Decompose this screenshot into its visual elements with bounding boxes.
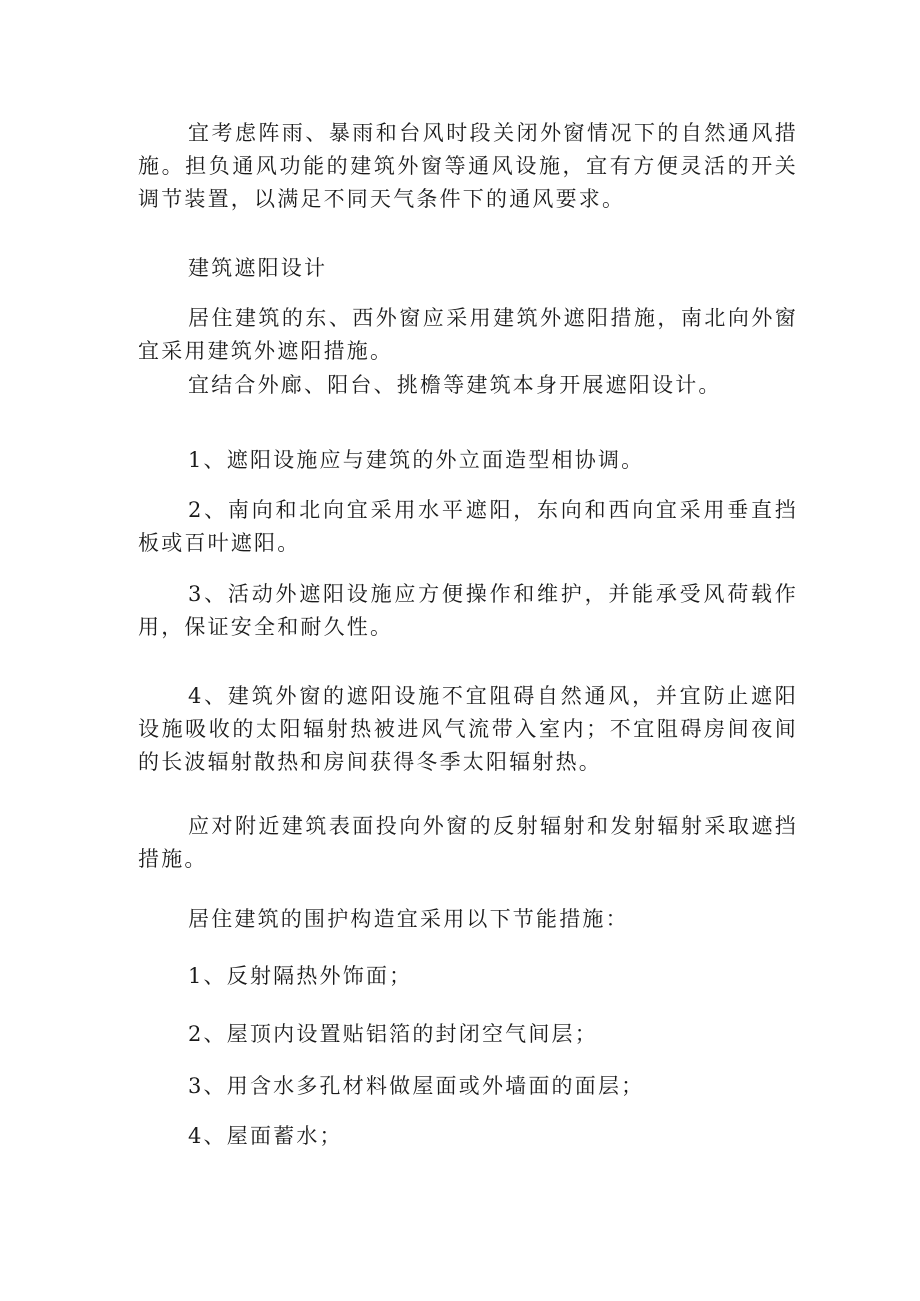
paragraph-external-shading: 居住建筑的东、西外窗应采用建筑外遮阳措施，南北向外窗宜采用建筑外遮阳措施。 <box>138 306 798 363</box>
paragraph-combined-shading: 宜结合外廊、阳台、挑檐等建筑本身开展遮阳设计。 <box>188 373 722 397</box>
paragraph-natural-ventilation: 宜考虑阵雨、暴雨和台风时段关闭外窗情况下的自然通风措施。担负通风功能的建筑外窗等通风设施，宜有方便灵活的开关调节装置，以满足不同天气条件下的通风要求。 <box>138 121 798 211</box>
paragraph-reflective-radiation: 应对附近建筑表面投向外窗的反射辐射和发射辐射采取遮挡措施。 <box>138 814 798 871</box>
list-item-measure-3: 3、用含水多孔材料做屋面或外墙面的面层； <box>188 1074 645 1098</box>
paragraph-envelope-measures: 居住建筑的围护构造宜采用以下节能措施： <box>188 907 629 931</box>
list-item-measure-1: 1、反射隔热外饰面； <box>188 964 413 988</box>
list-item-shading-3: 3、活动外遮阳设施应方便操作和维护，并能承受风荷载作用，保证安全和耐久性。 <box>138 582 798 639</box>
list-item-measure-4: 4、屋面蓄水； <box>188 1124 343 1148</box>
list-item-shading-1: 1、遮阳设施应与建筑的外立面造型相协调。 <box>188 448 645 472</box>
list-item-measure-2: 2、屋顶内设置贴铝箔的封闭空气间层； <box>188 1022 598 1046</box>
list-item-shading-2: 2、南向和北向宜采用水平遮阳，东向和西向宜采用垂直挡板或百叶遮阳。 <box>138 498 798 555</box>
list-item-shading-4: 4、建筑外窗的遮阳设施不宜阻碍自然通风，并宜防止遮阳设施吸收的太阳辐射热被进风气流带入室内；不宜阻碍房间夜间的长波辐射散热和房间获得冬季太阳辐射热。 <box>138 684 798 774</box>
section-heading-shading-design: 建筑遮阳设计 <box>188 256 328 280</box>
